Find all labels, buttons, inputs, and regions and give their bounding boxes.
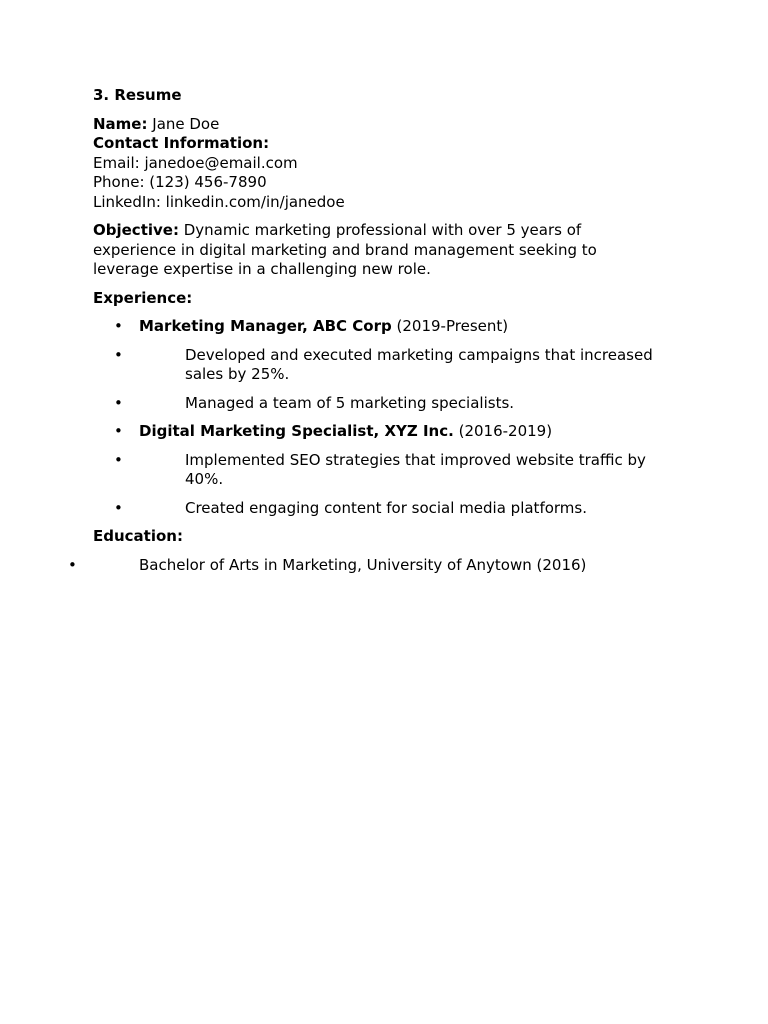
job-title-line — [114, 317, 675, 337]
education-heading: Education: — [93, 527, 183, 545]
job-dates: (2019-Present) — [396, 317, 509, 335]
section-title: 3. Resume — [93, 86, 182, 104]
objective-text: Dynamic marketing professional with over 5 years of experience in digital marketing and brand management seeking to leverage expertise in a challenging new role. — [93, 221, 597, 278]
job-bullet-item — [114, 498, 675, 519]
job-bullet-item — [114, 450, 675, 490]
contact-email: Email: janedoe@email.com — [93, 153, 298, 172]
bullet-icon: • — [68, 555, 77, 574]
bullet-icon: • — [114, 393, 123, 412]
job-title: Marketing Manager, ABC Corp — [139, 317, 392, 335]
job-bullet-item — [114, 345, 675, 385]
job-title-line — [114, 422, 675, 442]
objective-paragraph — [93, 221, 653, 280]
name-label: Name: — [93, 114, 148, 133]
job-bullet-text: Implemented SEO strategies that improved website traffic by 40%. — [185, 450, 646, 488]
bullet-icon: • — [114, 450, 123, 469]
name-line — [93, 115, 675, 135]
job-bullet-item — [114, 393, 675, 414]
bullet-icon: • — [114, 317, 123, 335]
job-title: Digital Marketing Specialist, XYZ Inc. — [139, 422, 454, 440]
education-text: Bachelor of Arts in Marketing, University of Anytown (2016) — [139, 555, 587, 574]
contact-linkedin: LinkedIn: linkedin.com/in/janedoe — [93, 192, 345, 211]
experience-list — [93, 317, 675, 518]
bullet-icon: • — [114, 345, 123, 364]
contact-heading: Contact Information: — [93, 134, 270, 152]
bullet-icon: • — [114, 498, 123, 517]
bullet-icon: • — [114, 422, 123, 440]
name-value: Jane Doe — [152, 114, 220, 133]
experience-heading: Experience: — [93, 288, 193, 307]
job-bullets — [114, 345, 675, 414]
contact-phone: Phone: (123) 456-7890 — [93, 173, 267, 191]
name-and-contact-block — [93, 115, 675, 213]
job-item — [93, 422, 675, 518]
job-dates: (2016-2019) — [458, 422, 553, 440]
job-bullets — [114, 450, 675, 519]
objective-label: Objective: — [93, 221, 179, 239]
job-bullet-text: Managed a team of 5 marketing specialists. — [185, 393, 515, 412]
job-bullet-text: Created engaging content for social media platforms. — [185, 498, 587, 517]
education-item — [68, 555, 675, 576]
education-list — [68, 555, 675, 576]
job-bullet-text: Developed and executed marketing campaigns that increased sales by 25%. — [185, 345, 653, 383]
job-item — [93, 317, 675, 413]
